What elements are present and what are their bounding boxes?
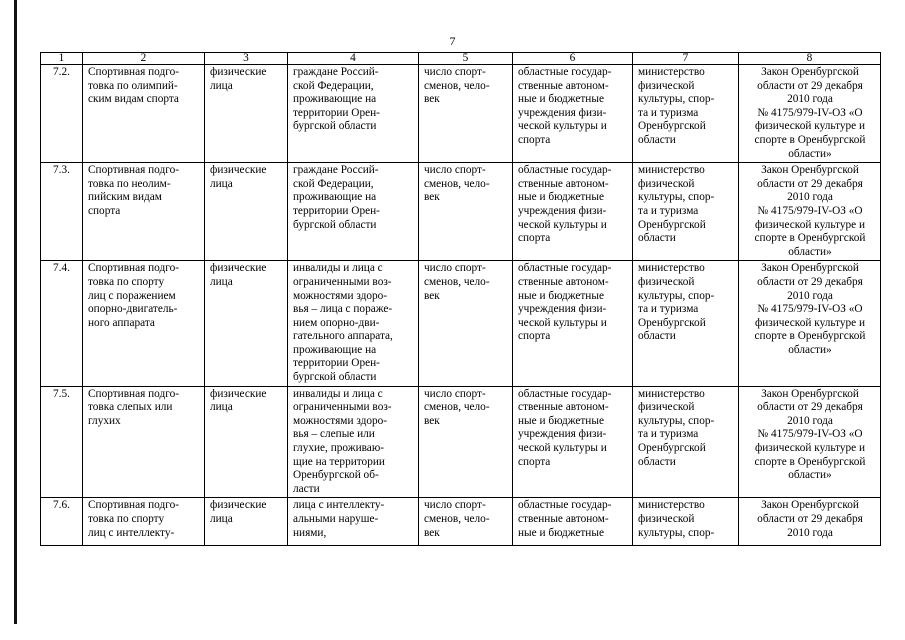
service-provider: областные государ- ственные автоном- ные и бюджетные учреждения физи- ческой культуры и спорта bbox=[518, 164, 612, 245]
service-provider: областные государ- ственные автоном- ные и бюджетные учреждения физи- ческой культуры и спорта bbox=[518, 262, 612, 343]
recipients: инвалиды и лица с ограниченными воз- можностями здоро- вья – слепые или глухие, проживаю- щие на территории Оренбургской об- ласти bbox=[293, 387, 392, 495]
row-number: 7.5. bbox=[53, 387, 70, 400]
recipients: инвалиды и лица с ограниченными воз- можностями здоро- вья – лица с пораже- нием опорно-дви- гательного аппарата, проживающие на территории Орен- бургской области bbox=[293, 262, 393, 384]
legal-basis: Закон Оренбургской области от 29 декабря 2010 года bbox=[757, 499, 863, 539]
service-provider: областные государ- ственные автоном- ные и бюджетные учреждения физи- ческой культуры и спорта bbox=[518, 66, 612, 146]
legal-basis: Закон Оренбургской области от 29 декабря 2010 года № 4175/979-IV-ОЗ «О физической культуре и спорте в Оренбургской области» bbox=[754, 164, 866, 258]
responsible-body: министерство физической культуры, спор- та и туризма Оренбургской области bbox=[638, 164, 715, 245]
volume-indicator: число спорт- сменов, чело- век bbox=[424, 66, 490, 106]
service-name: Спортивная подго- товка по спорту лиц с поражением опорно-двигатель- ного аппарата bbox=[88, 262, 180, 329]
column-header: 2 bbox=[83, 53, 205, 65]
row-number: 7.4. bbox=[53, 262, 70, 275]
service-provider: областные государ- ственные автоном- ные и бюджетные bbox=[518, 499, 612, 539]
responsible-body: министерство физической культуры, спор- bbox=[638, 499, 715, 539]
consumer-category: физические лица bbox=[210, 499, 267, 525]
column-header: 1 bbox=[41, 53, 83, 65]
legal-basis: Закон Оренбургской области от 29 декабря 2010 года № 4175/979-IV-ОЗ «О физической культуре и спорте в Оренбургской области» bbox=[754, 387, 866, 482]
consumer-category: физические лица bbox=[210, 387, 267, 414]
volume-indicator: число спорт- сменов, чело- век bbox=[424, 499, 490, 539]
row-number: 7.6. bbox=[53, 499, 70, 512]
column-header: 8 bbox=[739, 53, 881, 65]
page-edge-line bbox=[14, 0, 17, 624]
column-header: 4 bbox=[288, 53, 419, 65]
table-row bbox=[41, 498, 881, 546]
volume-indicator: число спорт- сменов, чело- век bbox=[424, 164, 490, 204]
consumer-category: физические лица bbox=[210, 164, 267, 190]
recipients: лица с интеллекту- альными наруше- ниями, bbox=[293, 499, 385, 539]
service-name: Спортивная подго- товка по спорту лиц с интеллекту- bbox=[88, 499, 180, 539]
legal-basis: Закон Оренбургской области от 29 декабря 2010 года № 4175/979-IV-ОЗ «О физической культуре и спорте в Оренбургской области» bbox=[754, 262, 866, 356]
responsible-body: министерство физической культуры, спор- та и туризма Оренбургской области bbox=[638, 66, 715, 146]
responsible-body: министерство физической культуры, спор- та и туризма Оренбургской области bbox=[638, 387, 715, 468]
legal-basis: Закон Оренбургской области от 29 декабря 2010 года № 4175/979-IV-ОЗ «О физической культуре и спорте в Оренбургской области» bbox=[754, 66, 866, 160]
consumer-category: физические лица bbox=[210, 262, 267, 288]
services-table bbox=[40, 52, 881, 546]
service-name: Спортивная подго- товка по олимпий- ским видам спорта bbox=[88, 66, 180, 106]
table-row bbox=[41, 386, 881, 498]
service-name: Спортивная подго- товка слепых или глухих bbox=[88, 387, 180, 427]
table-row bbox=[41, 261, 881, 386]
column-header: 3 bbox=[205, 53, 288, 65]
volume-indicator: число спорт- сменов, чело- век bbox=[424, 262, 490, 302]
column-header: 7 bbox=[633, 53, 739, 65]
header-row bbox=[41, 53, 881, 65]
volume-indicator: число спорт- сменов, чело- век bbox=[424, 387, 490, 427]
row-number: 7.3. bbox=[53, 164, 70, 177]
column-header: 6 bbox=[513, 53, 633, 65]
responsible-body: министерство физической культуры, спор- та и туризма Оренбургской области bbox=[638, 262, 715, 343]
row-number: 7.2. bbox=[53, 66, 70, 78]
page-number: 7 bbox=[449, 34, 456, 48]
service-provider: областные государ- ственные автоном- ные и бюджетные учреждения физи- ческой культуры и спорта bbox=[518, 387, 612, 468]
column-header: 5 bbox=[419, 53, 513, 65]
table-row bbox=[41, 65, 881, 163]
recipients: граждане Россий- ской Федерации, проживающие на территории Орен- бургской области bbox=[293, 164, 380, 231]
consumer-category: физические лица bbox=[210, 66, 267, 92]
service-name: Спортивная подго- товка по неолим- пийским видам спорта bbox=[88, 164, 180, 217]
recipients: граждане Россий- ской Федерации, проживающие на территории Орен- бургской области bbox=[293, 66, 380, 133]
table-row bbox=[41, 163, 881, 261]
